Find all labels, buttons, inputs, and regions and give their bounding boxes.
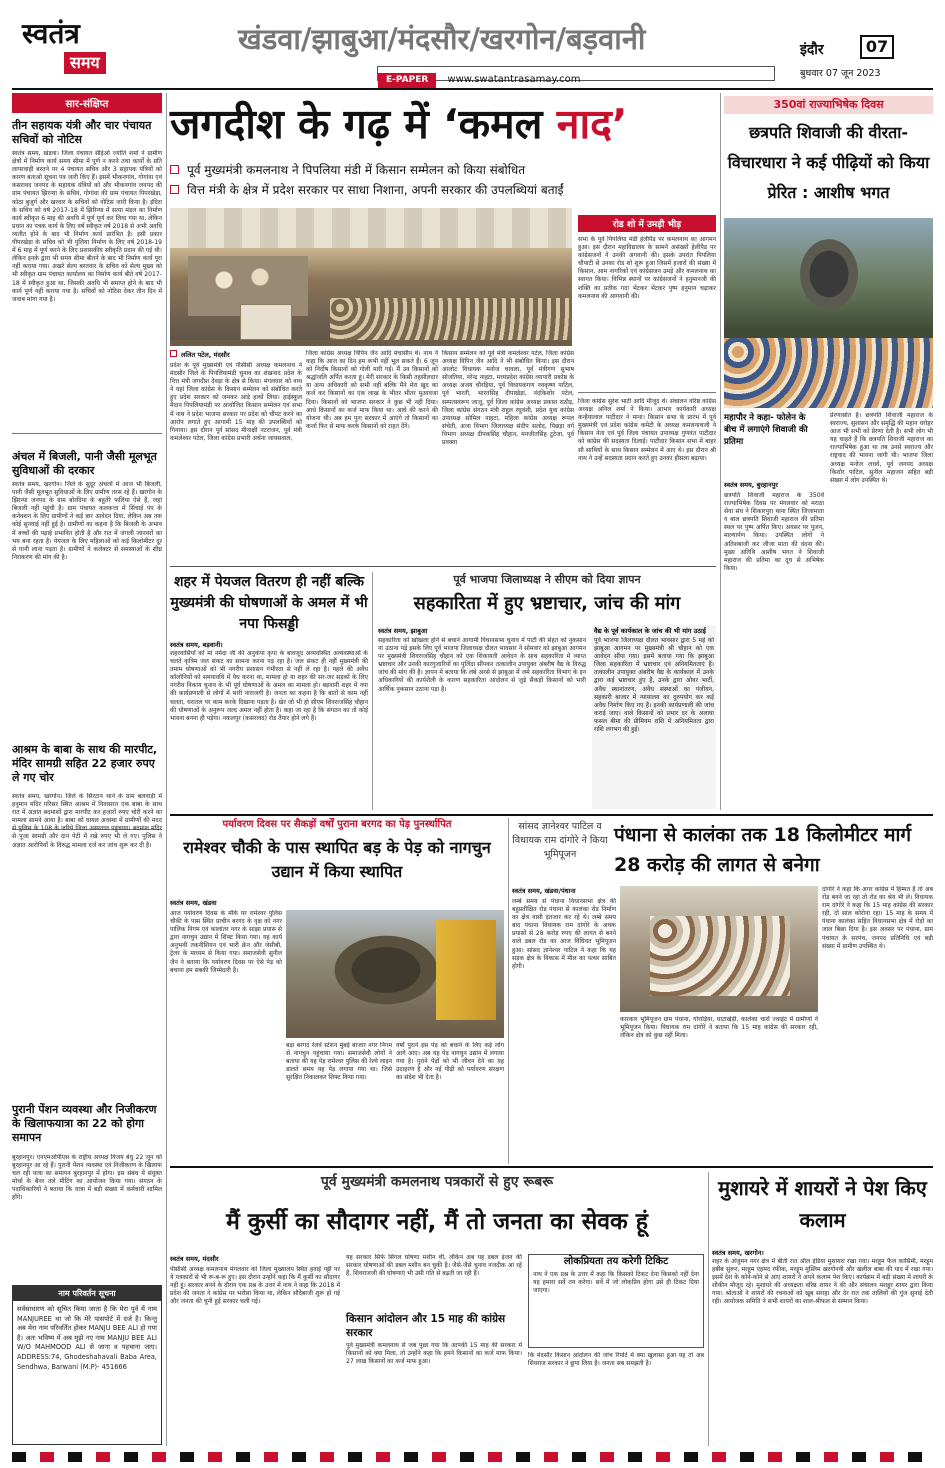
- press-kicker: पूर्व मुख्यमंत्री कमलनाथ पत्रकारों से हुए रूबरू: [320, 1174, 554, 1190]
- banyan-headline: रामेश्वर चौकी के पास स्थापित बड़ के पेड़ को नागचुन उद्यान में किया स्थापित: [183, 838, 491, 881]
- banyan-kicker: पर्यावरण दिवस पर सैकड़ों वर्षों पुराना बरगद का पेड़ पुनर्स्थापित: [222, 819, 452, 830]
- main-col-4: जिला कांग्रेस सुरेश भाटी आदि मौजूद थे। संचालन वरिष्ठ कांग्रेस अध्यक्ष अनिल शर्मा ने किया। आभार कार्यकारी अध्यक्ष कन्हैयालाल पाटीदार ने माना। किसान सभा के प्रारंभ में पूर्व मुख्यमंत्री एवं प्रदेश कांग्रेस कमेटी के अध्यक्ष कमलनाथजी ने किसान नेता एवं पूर्व जिला पंचायत उपाध्यक्ष गुणवंत पाटीदार को कांग्रेस की सदस्यता दिलाई। पाटीदार किसान सभा में बाहर सौ साथियों के साथ किसान सम्मेलन में आए थे। इस दौरान श्री नाथ ने उन्हें सदस्यता प्रदान करते हुए उनका हौसला बढ़ाया।: [578, 398, 716, 462]
- press-byline: स्वतंत्र समय, मंदसौर: [170, 1255, 219, 1263]
- shivaji-col-2: प्रेरणास्रोत है। छत्रपति शिवाजी महाराज के स्वराज्य, सुशासन और समृद्धि की महान धरोहर आज भी सभी को प्रेरणा देती है। सभी लोग भी यह चाहते हैं कि छत्रपति शिवाजी महाराज का राज्याभिषेक हुआ था तब उनसे स्वराज्य और राष्ट्रवाद की भावना जागी थी। भाजपा जिला अध्यक्ष मनोज लधवे, पूर्व जनपद अध्यक्ष किशोर पाटिल, सुनील महाजन सहित बड़ी संख्या में लोग उपस्थित थे।: [830, 412, 933, 484]
- website-text: www.swatantrasamay.com: [447, 74, 581, 85]
- masthead-rule: [12, 88, 933, 90]
- road-photo: [620, 886, 818, 1012]
- color-registration-strip: [12, 1452, 933, 1462]
- bjp-sidebar-body: पूर्व भाजपा जिलाध्यक्ष दौलत भावसार द्वारा 5 मई को झाबुआ आगमन पर मुख्यमंत्री श्री चौहान को एक आवेदन सौंपा गया। इसमें बताया गया कि झाबुआ जिला सहकारिता में भ्रष्टाचार एवं अनियमितताएं हैं। तत्कालीन उपायुक्त अंबरीष वैद्य के कार्यकाल में उनके द्वारा कई भ्रष्टाचार हुए हैं, उनके द्वारा ओवर भार्टी, अवैध स्थानांतरण, अवैध संस्थाओं का पंजीयन, सहकारी बाजार में न्यायालय का दुरुपयोग कर कई अवैध निर्माण किए गए हैं। इनकी कार्यप्रणाली की जांच कराई जाए। वाले किसानों को प्रभार दर के अलावा फसल बीमा की प्रीमियम राशि में अनियमितता द्वारा राशि लगभग की हुई।: [594, 637, 714, 734]
- logo-top-text: स्वतंत्र: [22, 17, 80, 50]
- press-headline: मैं कुर्सी का सौदागर नहीं, मैं तो जनता का सेवक हूं: [226, 1209, 648, 1235]
- notice-title: नाम परिवर्तन सूचना: [13, 1286, 161, 1301]
- story-ashram-body: स्वतंत्र समय, खरगोन। जिले के सिरटान थाने के ग्राम बलवाड़ी में हनुमान मंदिर परिसर स्थित आश्रम में निवासरत एक बाबा के साथ रात में अज्ञात बदमाशों द्वारा मारपीट कर हजारों रुपए चोरी करने का मामला सामने आया है। बाबा को घायल अवस्था में ग्रामीणों की मदद से पुलिस के 108 के जरिये जिला अस्पताल पहुंचाया। बदमाश मंदिर से पूजा सामग्री और दान पेटी में रखे रुपए भी ले गए। पुलिस ने अज्ञात आरोपियों के विरुद्ध मामला दर्ज कर जांच शुरू कर दी है।: [12, 793, 162, 849]
- page-number: 07: [860, 35, 894, 59]
- bjp-headline: सहकारिता में हुए भ्रष्टाचार, जांच की मांग: [413, 593, 681, 614]
- section-rule: [170, 566, 716, 567]
- tree-trunk: [326, 930, 446, 1010]
- name-change-notice: [12, 1285, 162, 1445]
- left-column: [12, 93, 162, 1446]
- mushaira-body: शहर के अंजुमन नगर क्षेत्र में बीती रात ऑल इंडिया मुशायरा रखा गया। मरहूम फैज कासिमी, मरहूम हबीब सुरूर, मरहूम एहमद रफीक, मरहूम मुस्लिम खरगोनवी और खलील बाबा की याद में रखा गया। इसमें देश के कोने-कोने से आए शायरों ने अपने कलाम पेश किए। कार्यक्रम में बड़ी संख्या में शायरी के शौकीन मौजूद रहे। मुशायरे की अध्यक्षता वरिष्ठ शायर ने की और संचालन मशहूर शायर द्वारा किया गया। श्रोताओं ने शायरों की रचनाओं को खूब सराहा और देर रात तक तालियों की गूंज सुनाई देती रही। आयोजक समिति ने सभी शायरों का शाल-श्रीफल से सम्मान किया।: [712, 1258, 933, 1306]
- mushaira-headline: मुशायरे में शायरों ने पेश किए कलाम: [718, 1176, 927, 1232]
- mushaira-byline: स्वतंत्र समय, खरगोन।: [712, 1249, 764, 1257]
- story-electricity-headline: अंचल में बिजली, पानी जैसी मूलभूत सुविधाओं की दरकार: [12, 450, 157, 477]
- main-headline-black: जगदीश के गढ़ में ‘कमल: [170, 100, 543, 148]
- section-rule: [170, 814, 933, 816]
- roadshow-title: रोड शो में उमड़ी भीड़: [578, 215, 716, 232]
- statue: [784, 238, 874, 328]
- divider: [12, 433, 162, 434]
- shivaji-col-1: छत्रपति शिवाजी महाराज के 350वें राज्याभिषेक दिवस पर मंगलवार को मराठा सेवा संघ ने शिकारपुरा थाना स्थित जिजामाता व बाल छत्रपति शिवाजी महाराज की प्रतिमा स्थल पर पुष्प अर्पित किए। अवसर पर पूजन, माल्यार्पण किया। उपस्थित लोगों ने अतिशबाजी कर जीजा माता की वंदना की। मुख्य अतिथि आशीष भगत ने शिवाजी महाराज की प्रतिमा का दूध से अभिषेक किया।: [724, 492, 824, 572]
- story-pension-headline: पुरानी पेंशन व्यवस्था और निजीकरण के खिलाफयात्रा का 22 को होगा समापन: [12, 1103, 157, 1144]
- bjp-sidebar-title: वैद्य के पूर्व कार्यकाल के जांच की भी मांग उठाई: [594, 627, 706, 635]
- story-electricity-body: स्वतंत्र समय, खरगोन। जिले के सुदूर अंचलों में आज भी बिजली, पानी जैसी मूलभूत सुविधाओं के लिए ग्रामीण तरस रहे हैं। खरगोन के झिरन्या जनपद के ग्राम बोरदिया के बहुतेरे फलिया ऐसे हैं, जहां बिजली नहीं पहुंची है। ग्राम पंचायत कलकत्ता में सिंचाई पंप के कनेक्शन के लिए ग्रामीणों ने कई बार आवेदन दिया, लेकिन अब तक कोई सुनवाई नहीं हुई है। ग्रामीणों का कहना है कि बिजली के अभाव में बच्चों की पढ़ाई प्रभावित होती है और रात में जंगली जानवरों का भय बना रहता है। पेयजल के लिए महिलाओं को कई किलोमीटर दूर से पानी लाना पड़ता है। ग्रामीणों ने कलेक्टर से समस्याओं के शीघ्र निराकरण की मांग की है।: [12, 481, 162, 561]
- podium: [240, 304, 292, 340]
- districts-title: खंडवा/झाबुआ/मंदसौर/खरगोन/बड़वानी: [238, 22, 646, 56]
- main-col-1: प्रदेश के पूर्व मुख्यमंत्री एवं पीसीसी अध्यक्ष कमलनाथ ने मंदसौर जिले के पिपलियामंडी चुनाव का शंखनाद प्रदेश के वित्त मंत्री जगदीश देवड़ा के क्षेत्र से किया। मंगलवार को नाथ ने यहां जिला कांग्रेस के किसान सम्मेलन को संबोधित करते हुए प्रदेश सरकार को जमकर आड़े हाथों लिया। हाईस्कूल मैदान पिपलियामंडी पर आयोजित किसान सम्मेलन एवं सभा में नाथ ने प्रदेश भाजपा सरकार पर प्रदेश को चौपट करने का आरोप लगाते हुए आगामी 15 माह की उपलब्धियों को गिनाया। इस दौरान पूर्व सांसद मीनाक्षी नटराजन, पूर्व मंत्री कमलेश्वर पटेल, जिला कांग्रेस प्रभारी अर्चना जायसवाल,: [170, 362, 302, 442]
- main-col-2: जिला कांग्रेस अध्यक्ष विपिन जैन आदि मंचासीन थे। नाथ ने कहा कि आज का दिन हम कभी नहीं भूल सकते हैं। 6 जून को निर्दोष किसानों को गोली मारी गई। मैं उन किसानों को श्रद्धांजलि अर्पित करता हूं। मेरी सरकार के किसी तहसीलदार या अन्य अधिकारी को सभी नहीं बल्कि मैंने मेरा खुद का कर्ज कर किसानों का एक लाख के भीतर भीतर मुआवजा दिया। किसानों को भाजपा सरकार ने कुछ भी नहीं दिया। आधे किसानों का कर्ज माफ किया था। आधे की करने की योजना थी। अब हम पुनः सरकार में आएंगे तो किसानों का कर्जा फिर से माफ करके किसानों को राहत देंगे।: [306, 350, 438, 430]
- logo-bottom-text: समय: [64, 52, 106, 74]
- bjp-kicker: पूर्व भाजपा जिलाध्यक्ष ने सीएम को दिया ज्ञापन: [453, 573, 641, 586]
- city-label: इंदौर: [800, 42, 824, 58]
- main-bullets: [170, 160, 715, 200]
- section-rule: [170, 1166, 933, 1168]
- press-sub-body: पूर्व मुख्यमंत्री कमलनाथ से जब पूछा गया कि आपकी 15 माह की सरकार में किसानों को क्या मिला, तो उन्होंने कहा कि हमने किसानों का कर्ज माफ किया। 27 लाख किसानों का कर्ज माफ हुआ।: [346, 1342, 522, 1366]
- story-ashram-headline: आश्रम के बाबा के साथ की मारपीट, मंदिर सामग्री सहित 22 हजार रुपए ले गए चोर: [12, 743, 162, 785]
- epaper-label: E-PAPER: [378, 73, 436, 88]
- press-sub-title: किसान आंदोलन और 15 माह की कांग्रेस सरकार: [346, 1313, 506, 1339]
- main-col-3: किसान सम्मेलन को पूर्व मंत्री कमलेश्वर पटेल, जिला कांग्रेस अध्यक्ष विपिन जैन आदि ने भी संबोधित किया। इस दौरान आलोट विधायक मनोज चावला, पूर्व मंत्रीगण सुभाष सोजतिया, नरेन्द्र नाहटा, मध्यप्रदेश कांग्रेस व्यापारी प्रकोष्ठ के अध्यक्ष अजय चौरड़िया, पूर्व विधायकगण नवकृष्ण पाटिल, पूर्व भारती, भारतसिंह दीपाखेड़ा, नंदकिशोर पटेल, सम्पतस्वरूप जाजू, पूर्व जिला कांग्रेस अध्यक्ष प्रकाश राठौड़, जिला कांग्रेस संगठन मंत्री राहुल रघुवंशी, प्रदेश युवा कांग्रेस उपाध्यक्ष सोमिल नाहटा, महिला कांग्रेस अध्यक्ष रूपल संचेती, अजा विभाग जिलाध्यक्ष संदीप सलोद, पिछड़ा वर्ग विभाग अध्यक्ष दीपकसिंह चौहान, मनजीतसिंह टुटेजा, पूर्व प्रवक्ता: [442, 350, 574, 447]
- shivaji-photo: [724, 218, 933, 408]
- shivaji-headline: छत्रपति शिवाजी की वीरता-विचारधारा ने कई पीढ़ियों को किया प्रेरित : आशीष भगत: [727, 123, 930, 202]
- story-pension-body: बुरहानपुर। एनएमओपीएस के राष्ट्रीय अध्यक्ष विजय बंधु 22 जून को बुरहानपुर आ रहे हैं। पुरानी पेंशन व्यवस्था एवं निजीकरण के खिलाफ चल रही यात्रा का समापन बुरहानपुर में होगा। इस संबंध में संयुक्त मोर्चा के बैनर तले मीटिंग का आयोजन किया गया। संगठन के पदाधिकारियों ने बताया कि यात्रा में बड़ी संख्या में कर्मचारी शामिल होंगे।: [12, 1154, 162, 1202]
- bjp-sidebar: [592, 625, 716, 809]
- banyan-col-3: वर्षों पुराने इस पेड़ को बचाने के लिए कई लोग आगे आए। अब यह पेड़ नागचुन उद्यान में लगाया गया है। पुराने पेड़ों को भी जीवन देने का यह उदाहरण है और नई पीढ़ी को पर्यावरण संरक्षण का संदेश भी देता है।: [396, 1042, 504, 1082]
- bullet-1: [170, 160, 715, 180]
- divider: [578, 392, 716, 393]
- press-col-1: पीसीसी अध्यक्ष कमलनाथ मंगलवार को जिला मुख्यालय स्थित हवाई पट्टी पर ये पत्रकारों से भी रू-ब-रू हुए। इस दौरान उन्होंने कहा कि मैं कुर्सी का सौदागर नहीं हूं। सरकार बनने के दौरान एक प्रश्न के उत्तर में नाथ ने कहा कि 2018 में प्रदेश की जनता ने कांग्रेस पर भरोसा किया था, लेकिन सौदेबाजी शुरू हो गई और जनता की चुनी हुई सरकार चली गई।: [170, 1266, 340, 1306]
- column-rule: [372, 572, 373, 810]
- column-rule: [720, 93, 721, 810]
- press-col-4: कि मंदसौर किसान आंदोलन की जांच रिपोर्ट में क्या खुलासा हुआ यह तो अब शिवराज सरकार ने छुपा लिया है। जनता सब समझती है।: [528, 1352, 704, 1368]
- main-photo: [170, 208, 572, 340]
- road-byline: स्वतंत्र समय, खंडवा/पंधाना: [512, 887, 576, 895]
- shivaji-byline: स्वतंत्र समय, बुरहानपुर: [724, 481, 778, 489]
- bjp-byline: स्वतंत्र समय, झाबुआ: [378, 627, 428, 635]
- tent-canopy: [170, 208, 572, 248]
- ceremony-group: [650, 916, 790, 996]
- logo: [22, 18, 110, 78]
- column-rule: [508, 818, 509, 1164]
- road-col-2: कारकार भूमिपूजन ग्राम पंधाना, गोराड़िया, घाटाखेड़ी, कालंका चारों ज्वाइंट में ग्रामीणों ने भूमिपूजन किया। विधायक राम दांगोरे ने बताया कि 15 माह कांग्रेस की सरकार रही, लेकिन क्षेत्र को कुछ नहीं मिला।: [620, 1016, 818, 1040]
- bullet-2: [170, 180, 715, 200]
- water-byline: स्वतंत्र समय, बड़वानी।: [170, 641, 223, 649]
- banyan-photo: [286, 910, 504, 1038]
- press-col-2: यह सरकार सिर्फ सिंगल घोषणा मशीन थी, लेकिन अब यह डबल इंजन की सरकार घोषणाओं की डबल मशीन बन चुकी है। जैसे-जैसे चुनाव नजदीक आ रहे हैं, शिवराजजी की घोषणाएं भी उसी गति से बढ़ती जा रही हैं।: [346, 1254, 522, 1278]
- bjp-body: सहकारिता को खोखला होने से बचाने आगामी विधानसभा चुनाव में पार्टी की सेहत को नुकसान ना उठाना पड़े इसके लिए पूर्व भाजपा जिलाध्यक्ष दौलत भावसार ने सोमवार को झाबुआ आगमन पर मुख्यमंत्री शिवराजसिंह चौहान को एक शिकायती आवेदन के साथ सहकारिता में व्याप्त भ्रष्टाचार और उनकी कारगुजारियों का पुलिंदा सौंपकर तत्कालीन उपायुक्त अंबरीष वैद्य के विरुद्ध जांच की मांग की है। ज्ञापन में बताया कि लंबे अरसे से झाबुआ में जमे सहकारिता विभाग के इन अधिकारियों की कार्यशैली के कारण सहकारिता आंदोलन से जुड़े सैकड़ों किसानों को भारी आर्थिक नुकसान उठाना पड़ा है।: [378, 637, 586, 693]
- story-notice-headline: तीन सहायक यंत्री और चार पंचायत सचिवों को नोटिस: [12, 119, 152, 146]
- main-headline: [170, 96, 720, 152]
- road-col-3: दांगोरे ने कहा कि अगर कांग्रेस में हिम्मत है तो अब रोड बनने जा रहा तो रोड का श्रेय भी ले। विधायक राम दांगोरे ने कहा कि 15 माह कांग्रेस की सरकार रही, दो साल कोरोना रहा। 15 माह के समय में पंधाना कालंका सहित विधानसभा क्षेत्र में रोड़ों का जाल बिछा दिया है। इस अवसर पर पंधाना, ग्राम पंचायत के सरपंच, जनपद प्रतिनिधि एवं बड़ी संख्या में ग्रामीण उपस्थित थे।: [822, 886, 933, 950]
- shivaji-kicker: 350वां राज्याभिषेक दिवस: [773, 98, 884, 111]
- road-col-1: लम्बे समय से पंधाना विधानसभा क्षेत्र की बहुप्रतीक्षित रोड पंधाना से कालंका रोड निर्माण का क्षेत्र वासी इंतजार कर रहे थे। लम्बे समय बाद पंधाना विधायक राम दांगोरे के अथक प्रयासों से 28 करोड़ रुपए की लागत से बनने वाले डबल रोड का आज विधिवत भूमिपूजन हुआ। सांसद ज्ञानेश्वर पाटिल ने कहा कि यह सड़क क्षेत्र के विकास में मील का पत्थर साबित होगी।: [512, 898, 616, 970]
- shivaji-photo-caption: महापौर ने कहा- फोलेन के बीच में लगाएंगे शिवाजी की प्रतिमा: [724, 413, 808, 447]
- roadshow-body: सभा के पूर्व पिपलिया मंडी हेलीपैड पर कमलनाथ का आगमन हुआ। इस दौरान महाविद्यालय के सामने असंख्यों हेलीपैड पर कांग्रेसजनों ने उनकी अगवानी की। इसके उपरांत पिपलिया चौपाटी से उनका रोड शो शुरू हुआ जिसमें हजारों की संख्या में किसान, आम नागरिकों एवं कांग्रेसजन उमड़े और कमलनाथ का स्वागत किया। विभिन्न स्थानों पर कांग्रेसजनों ने हनुमानजी की शक्ति का प्रतीक गदा भेंटकर भेंटकर पुष्प हनुमान चढ़ाकर कमलनाथ की आगवानी की।: [578, 236, 716, 300]
- section-label: सार-संक्षिप्त: [12, 93, 162, 113]
- banyan-col-2: बड़ा बरगद रेलवे स्टेशन मुंबई बाजार नगर निगम से नागचुन पहुंचाया गया। समाजसेवी लोगों ने बताया की यह पेड़ रामेश्वर पुलिस की रेल्वे लाइन डालते समय यह पेड़ लगाया गया था। जिसे सुरक्षित निकालकर शिफ्ट किया गया।: [286, 1042, 392, 1082]
- road-kicker: सांसद ज्ञानेश्वर पाटिल व विधायक राम दांगोरे ने किया भूमिपूजन: [512, 821, 608, 860]
- banyan-col-1: आज पर्यावरण दिवस के मौके पर रामेश्वर पुलिस चौकी के पास स्थित प्राचीन बरगद के वृक्ष को नगर पालिक निगम एवं कालांतर नगर के साझा प्रयास से द्वारा नागचुन उद्यान में शिफ्ट किया गया। यह कार्य अनुभवी तकनीशियन एवं भारी क्रेन और जेसीबी, ट्रेलर के माध्यम से किया गया। समाजसेवी सुनील जैन ने बताया कि पर्यावरण दिवस पर ऐसे पेड़ को बचाना हम सबकी जिम्मेदारी है।: [170, 910, 282, 974]
- bullet-1-text: पूर्व मुख्यमंत्री कमलनाथ ने पिपलिया मंडी में किसान सम्मेलन को किया संबोधित: [187, 163, 526, 177]
- main-photo-caption-text: ललित पटेल, मंदसौर: [181, 351, 230, 359]
- water-headline: शहर में पेयजल वितरण ही नहीं बल्कि मुख्यमंत्री की घोषणाओं के अमल में भी नपा फिसड्डी: [170, 574, 368, 632]
- people-group: [724, 338, 933, 408]
- epaper-bar: [377, 66, 775, 85]
- crowd: [330, 298, 572, 340]
- masthead: [0, 0, 945, 88]
- column-rule: [166, 93, 167, 1446]
- crane: [436, 920, 496, 1020]
- banyan-byline: स्वतंत्र समय, खंडवा: [170, 899, 217, 907]
- road-headline: पंधाना से कालंका तक 18 किलोमीटर मार्ग 28 करोड़ की लागत से बनेगा: [614, 824, 912, 876]
- main-headline-red: नाद’: [556, 100, 628, 148]
- column-rule: [708, 1172, 709, 1446]
- water-body: शहरवासियों को मां नर्मदा जी की अनुकंपा कृपा के बावजूद अव्यवस्थित अव्यवस्थाओं के चलते कृत्रिम जल संकट का सामना करना पड़ रहा है। जल संकट ही नहीं मुख्यमंत्री की तमाम घोषणाओं को भी नगरीय प्रशासन गंभीरता से नहीं ले रहा है। पहले की अवैध कॉलोनियों को समयावधि में वैध करना था, मामला हो या शहर की सर-जर सड़कों के लिए नगरीय निकाय चुनाव के भी पूर्व घोषणाओं के अमल का मामला हो। बड़वानी शहर में नपा की कार्यप्रणाली से लोगों में भारी नाराजगी है। जनता का कहना है कि बातों से काम नहीं चलता, धरातल पर काम करके दिखाना पड़ता है। खेर जो भी हो सीएम शिवराजसिंह चौहान की घोषणाओं के अनुरूप जल्द अमल नहीं होता है। कहा जा रहा है कि संगठन का तो कोई भावना बनना ही पड़ेगा। नकलपुर (कसरावद) रोड तैयार होने लगे हैं।: [170, 650, 368, 722]
- crowd-photo: [170, 340, 572, 346]
- press-box: [528, 1254, 704, 1348]
- roadshow-box: [578, 215, 716, 395]
- notice-body: सर्वसाधारण को सूचित किया जाता है कि मेरा पूर्व में नाम MANJUREE था जो कि मेरे पासपोर्ट में दर्ज है। किन्तु अब मेरा नाम परिवर्तित होकर MANJU BEE ALI हो गया है। अतः भविष्य में अब मुझे नए नाम MANJU BEE ALI W/O MAHMOOD ALI से जाना व पहचाना जाए। ADDRESS:74, Ghodeshahavali Baba Area, Sendhwa, Barwani (M.P)- 451666: [17, 1305, 157, 1371]
- press-box-body: नाथ ने एक प्रश्न के उत्तर में कहा कि किसको टिकट देना किसको नहीं देना यह हमारा सर्वे तय करेगा। सर्वे में जो लोकप्रिय होगा उसे ही टिकट दिया जाएगा।: [533, 1271, 699, 1295]
- shivaji-kicker-band: [724, 96, 933, 114]
- bullet-2-text: वित्त मंत्री के क्षेत्र में प्रदेश सरकार पर साधा निशाना, अपनी सरकार की उपलब्धियां बताईं: [187, 183, 564, 197]
- press-box-title: लोकप्रियता तय करेगी टिकिट: [563, 1256, 669, 1267]
- story-notice-body: स्वतंत्र समय, खंडवा। जिला पंचायत सीईओ ज्योति शर्मा ने ग्रामीण क्षेत्रों में निर्माण कार्य समय सीमा में पूर्ण न करने तथा कार्यों के प्रति लापरवाही बरतने पर 4 पंचायत सचिव और 3 सहायक यंत्रियों को कारण बताओ सूचना पत्र जारी किए हैं। इसमें भीकनगांव, गोगांवा एवं कसरावद जनपद के सहायक यंत्रियों को और भीकनगांव जनपद की ग्राम पंचायत झिरन्या के सचिव, गोगांवा की ग्राम पंचायत पिपरखेड़ा, कोठा बुजुर्ग और खरवार के सचिवों को नोटिस जारी किया है। इंदिरा के सचिव को वर्ष 2017-18 में झिरिन्या में सत्या मंडल का निर्माण कार्य स्वीकृत 6 माह की अवधि में पूर्ण पूर्ण कर लिया गया था, लेकिन प्रधान का पत्रक कार्य के लिए वर्ष स्वीकृत वर्ष 2018 से अभी अवधि व्यतीत होने के बाद भी निर्माण कार्य प्रारंभित है। इसी प्रकार पीपरखेड़ा के सचिव को भी पुलिया निर्माण के लिए वर्ष 2018-19 में 6 माह में पूर्ण करने के लिए प्रशासकीय स्वीकृति प्रदान की गई थी। लेकिन इनके द्वारा भी समय सीमा बीतने के बाद भी निर्माण कार्य पूरा नहीं कराया गया। अखरे सेल्य बरतवार के सचिव को सेल्य मुख्य को भी स्वीकृत ग्राम पंचायत कार्यालय का निर्माण कार्य बीते वर्ष 2017-18 में स्वीकृत हुआ था, जिसकी अवधि भी समाप्त होने के बाद भी कार्य पूर्ण नहीं कराया गया है। सचिवों को नोटिस देकर तीन दिन में जवाब मांगा गया है।: [12, 150, 162, 303]
- issue-date: बुधवार 07 जून 2023: [800, 68, 881, 79]
